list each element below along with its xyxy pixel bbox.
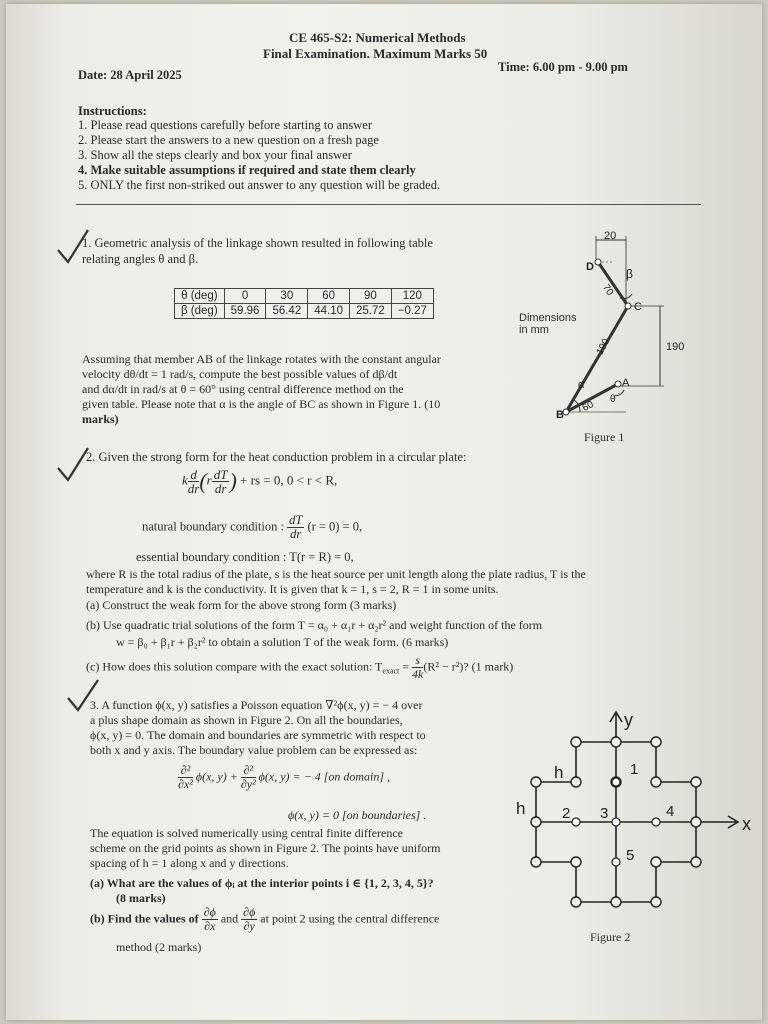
- q3-boundary-eq: ϕ(x, y) = 0 [on boundaries] .: [288, 808, 427, 822]
- course-title: CE 465-S2: Numerical Methods: [289, 30, 466, 45]
- q3-part-b: [90, 906, 439, 933]
- q3-part-b-line2: method (2 marks): [116, 940, 202, 954]
- label-b: B: [556, 409, 564, 421]
- instruction-item: 2. Please start the answers to a new question on a fresh page: [78, 133, 379, 147]
- eq-symbol: k: [182, 472, 188, 488]
- q3-line: scheme on the grid points as shown in Figure 2. The points have uniform: [90, 841, 441, 855]
- q2-part-b-line1: (b) Use quadratic trial solutions of the form T = α₀ + α₁r + α₂r² and weight function of the form: [86, 618, 543, 632]
- eq-den: dr: [214, 481, 227, 496]
- q2-essential-bc: essential boundary condition : T(r = R) = 0,: [136, 550, 354, 564]
- label-a: A: [622, 377, 630, 389]
- q3-part-b-and: and: [220, 911, 239, 926]
- q3-intro: [90, 698, 510, 758]
- table-cell: 0: [224, 289, 266, 304]
- label-d: D: [586, 261, 594, 273]
- table-cell: 90: [350, 289, 392, 304]
- q3-line: The equation is solved numerically using central finite difference: [90, 826, 404, 840]
- q2-part-c-eq: =: [399, 659, 413, 674]
- q2-part-c-pre: (c) How does this solution compare with the exact solution: T: [86, 659, 383, 674]
- dim-cd-label: 70: [599, 282, 616, 298]
- label-beta: β: [626, 267, 633, 281]
- point-1-label: 1: [630, 761, 639, 778]
- table-cell: 44.10: [308, 304, 350, 319]
- q3-line: spacing of h = 1 along x and y directions.: [90, 856, 289, 870]
- q3-part-a-line2: (8 marks): [116, 891, 166, 905]
- table-cell: 56.42: [266, 304, 308, 319]
- q1-intro-line2: relating angles θ and β.: [82, 252, 199, 266]
- eq-tail: + rs = 0, 0 < r < R,: [240, 472, 338, 488]
- label-c: C: [634, 301, 642, 313]
- nbc-tail: (r = 0) = 0,: [307, 519, 363, 534]
- table-cell: 25.72: [350, 304, 392, 319]
- q1-angle-table: [174, 288, 434, 319]
- q3-part-a-line1: (a) What are the values of ϕᵢ at the interior points i ∈ {1, 2, 3, 4, 5}?: [90, 876, 434, 890]
- eq-num: ∂²: [241, 764, 256, 778]
- eq-num: d: [188, 468, 200, 482]
- nbc-label: natural boundary condition :: [142, 519, 284, 534]
- q1-intro-line1: 1. Geometric analysis of the linkage shown resulted in following table: [82, 236, 433, 250]
- axis-y-label: y: [624, 710, 633, 730]
- point-2-label: 2: [562, 805, 571, 822]
- q3-poisson-eq: [178, 764, 390, 791]
- eq-num: dT: [213, 467, 228, 482]
- h-top-label: h: [554, 763, 564, 782]
- eq-den: 4k: [412, 667, 424, 681]
- q1-body-line: marks): [82, 412, 119, 426]
- q1-body-line: velocity dθ/dt = 1 rad/s, compute the best possible values of dβ/dt: [82, 367, 398, 381]
- instruction-item: 1. Please read questions carefully before starting to answer: [78, 118, 372, 132]
- q1-body-line: and dα/dt in rad/s at θ = 60° using central difference method on the: [82, 382, 404, 396]
- q3-line: ϕ(x, y) = 0. The domain and boundaries are symmetric with respect to: [90, 728, 426, 742]
- table-row-head: θ (deg): [175, 289, 225, 304]
- q2-part-c: [86, 654, 513, 681]
- dim-note-line1: Dimensions: [519, 312, 577, 324]
- label-theta: θ: [610, 394, 616, 405]
- q3-method: [90, 826, 510, 871]
- q2-part-a: (a) Construct the weak form for the above strong form (3 marks): [86, 598, 397, 612]
- q3-part-b-pre: (b) Find the values of: [90, 911, 199, 926]
- instruction-item: 4. Make suitable assumptions if required and state them clearly: [78, 163, 416, 177]
- table-cell: 120: [391, 289, 433, 304]
- eq-den: dr: [187, 481, 200, 496]
- q3-line: both x and y axis. The boundary value problem can be expressed as:: [90, 743, 418, 757]
- figure-2-grid: [506, 702, 766, 922]
- exam-time: Time: 6.00 pm - 9.00 pm: [498, 60, 628, 74]
- figure-2-caption: Figure 2: [590, 930, 631, 944]
- table-cell: 30: [266, 289, 308, 304]
- dim-note-line2: in mm: [519, 324, 549, 336]
- eq-den: dr: [290, 527, 302, 541]
- q2-intro: 2. Given the strong form for the heat conduction problem in a circular plate:: [86, 450, 467, 464]
- point-3-label: 3: [600, 805, 609, 822]
- eq-num: ∂ϕ: [243, 905, 256, 919]
- table-row-head: β (deg): [175, 304, 225, 319]
- axis-x-label: x: [742, 814, 751, 834]
- eq-num: ∂²: [178, 764, 193, 778]
- eq-den: ∂x²: [178, 777, 193, 791]
- eq-fn: ϕ(x, y) +: [195, 769, 238, 784]
- exam-date: Date: 28 April 2025: [78, 68, 182, 82]
- q2-part-c-sub: exact: [382, 666, 400, 676]
- dim-bc-label: 190: [594, 336, 613, 357]
- table-cell: 60: [308, 289, 350, 304]
- q2-where-line2: temperature and k is the conductivity. It is given that k = 1, s = 2, R = 1 in some units.: [86, 582, 499, 596]
- eq-num: s: [412, 654, 423, 668]
- q2-strong-form: k $\frac{d}{dr}$ (r $\frac{dT}{dr}$ ) + rs = 0, 0 < r < R,: [182, 467, 338, 496]
- eq-num: ∂ϕ: [203, 905, 216, 919]
- header-divider: [76, 204, 701, 205]
- point-5-label: 5: [626, 847, 635, 864]
- figure-1-caption: Figure 1: [584, 430, 625, 444]
- eq-fn: ϕ(x, y) = − 4 [on domain] ,: [258, 769, 391, 784]
- q1-body-line: Assuming that member AB of the linkage rotates with the constant angular: [82, 352, 441, 366]
- eq-symbol: r: [206, 472, 212, 488]
- q3-part-b-post: at point 2 using the central difference: [260, 911, 440, 926]
- q2-where-line1: where R is the total radius of the plate, s is the heat source per unit length along the plate radius, T is the: [86, 567, 586, 581]
- label-alpha: α: [578, 379, 585, 391]
- exam-sheet: [6, 4, 762, 1020]
- q2-part-b-line2: w = β₀ + β₁r + β₂r² to obtain a solution T of the weak form. (6 marks): [116, 635, 449, 649]
- dim-right-label: 190: [666, 341, 685, 353]
- point-4-label: 4: [666, 803, 675, 820]
- table-cell: −0.27: [391, 304, 433, 319]
- dim-top-label: 20: [604, 230, 617, 242]
- table-cell: 59.96: [224, 304, 266, 319]
- instruction-item: 3. Show all the steps clearly and box your final answer: [78, 148, 352, 162]
- eq-num: dT: [289, 513, 303, 527]
- q1-body: [82, 352, 512, 427]
- q3-line: a plus shape domain as shown in Figure 2. On all the boundaries,: [90, 713, 403, 727]
- dim-ab-label: 60: [580, 399, 596, 415]
- instructions-title: Instructions:: [78, 104, 147, 118]
- q2-natural-bc: [142, 514, 362, 541]
- eq-den: ∂x: [204, 919, 216, 933]
- eq-den: ∂y²: [240, 777, 256, 791]
- exam-title: Final Examination. Maximum Marks 50: [263, 46, 488, 61]
- q2-part-c-post: (R² − r²)? (1 mark): [423, 659, 514, 674]
- instruction-item: 5. ONLY the first non-striked out answer to any question will be graded.: [78, 178, 441, 192]
- h-left-label: h: [516, 799, 526, 818]
- eq-den: ∂y: [243, 919, 255, 933]
- q1-body-line: given table. Please note that α is the angle of BC as shown in Figure 1. (10: [82, 397, 441, 411]
- q3-line: 3. A function ϕ(x, y) satisfies a Poisson equation ∇²ϕ(x, y) = − 4 over: [90, 698, 423, 712]
